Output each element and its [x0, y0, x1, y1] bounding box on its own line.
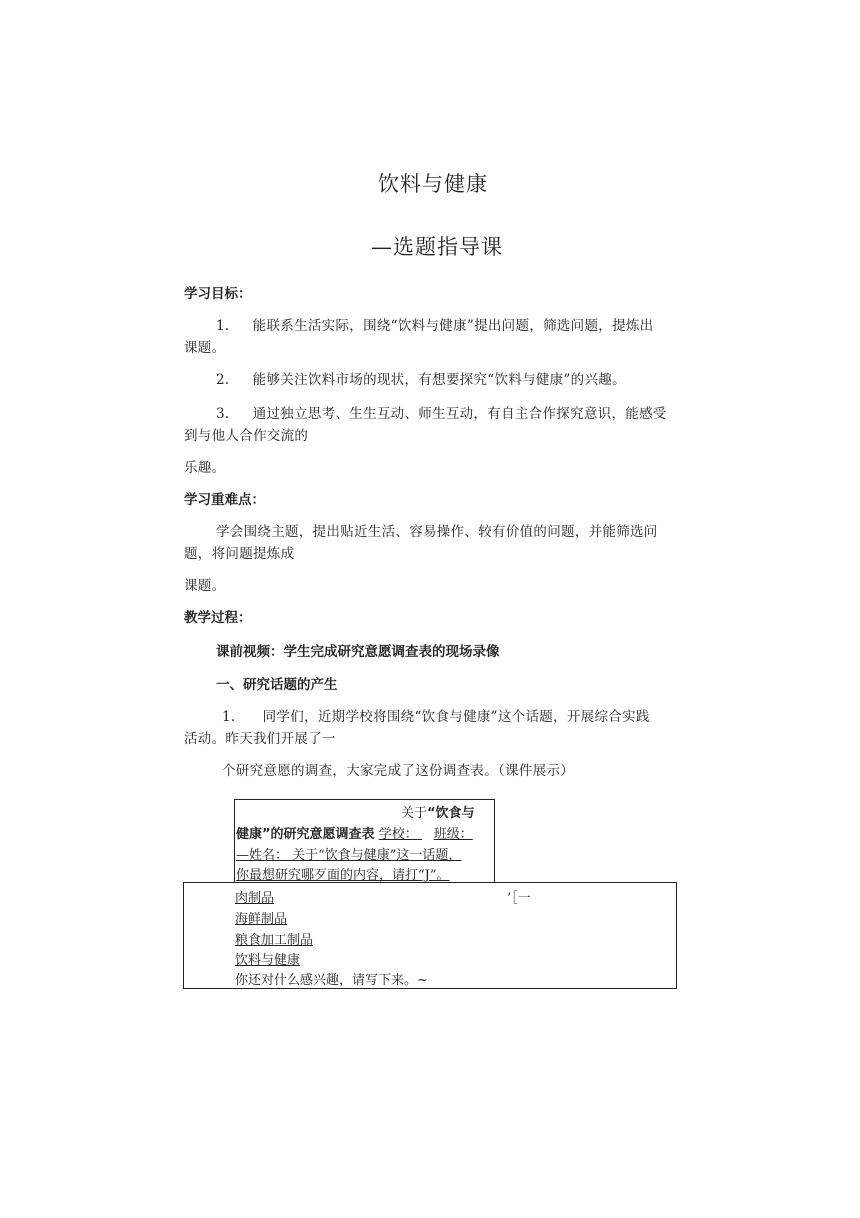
objective-text: 通过独立思考、生生互动、师生互动，有自主合作探究意识，能感受	[252, 406, 667, 422]
objectives-heading: 学习目标：	[184, 286, 252, 302]
process-heading: 教学过程：	[184, 610, 252, 626]
objective-2	[216, 368, 626, 388]
objective-1-cont: 课题。	[184, 340, 226, 356]
objective-3-cont2: 乐趣。	[184, 460, 226, 476]
section-heading: 一、研究话题的产生	[216, 677, 338, 693]
paragraph-text: 同学们，近期学校将围绕“饮食与健康”这个话题，开展综合实践	[262, 709, 650, 725]
survey-option: 肉制品	[235, 891, 275, 906]
survey-header-box	[234, 799, 495, 883]
survey-title-prefix: 关于	[401, 806, 428, 821]
objective-number: 3.	[216, 406, 230, 422]
objective-text: 能联系生活实际，围绕“饮料与健康”提出问题，筛选问题，提炼出	[252, 318, 654, 334]
key-points-line-1: 学会围绕主题，提出贴近生活、容易操作、较有价值的问题，并能筛选问	[216, 524, 658, 540]
paragraph-1	[222, 705, 650, 725]
objective-text: 能够关注饮料市场的现状，有想要探究“饮料与健康”的兴趣。	[252, 372, 626, 388]
survey-options-box	[183, 882, 677, 989]
survey-title-main: 健康”的研究意愿调查表	[236, 827, 375, 842]
key-points-line-2: 题，将问题提炼成	[184, 546, 295, 562]
objective-3	[216, 402, 667, 422]
document-title: 饮料与健康	[378, 172, 488, 196]
survey-instruction-line: 你最想研究哪歹面的内容，请打“J”。	[236, 868, 450, 883]
objective-number: 2.	[216, 372, 230, 388]
pre-class-video: 课前视频：学生完成研究意愿调查表的现场录像	[216, 644, 500, 660]
school-field-label: 学校：	[378, 827, 418, 842]
survey-title-line-2	[236, 823, 473, 842]
paragraph-1-cont: 活动。昨天我们开展了一	[184, 731, 336, 747]
objective-3-cont: 到与他人合作交流的	[184, 428, 309, 444]
option-check-mark: ’［一	[507, 891, 531, 906]
key-points-line-3: 课题。	[184, 578, 226, 594]
objective-1	[216, 314, 653, 334]
objective-number: 1.	[216, 318, 230, 334]
survey-title-bold: “饮食与	[427, 806, 475, 821]
paragraph-number: 1.	[222, 709, 236, 725]
key-points-heading: 学习重难点：	[184, 492, 265, 508]
survey-title-line-1	[401, 802, 475, 821]
survey-option: 海鲜制品	[235, 912, 288, 927]
paragraph-1-cont2: 个研究意愿的调查，大家完成了这份调查表。（课件展示）	[222, 763, 575, 779]
survey-option: 粮食加工制品	[235, 933, 314, 948]
survey-open-question: 你还对什么感兴趣，请写下来。~	[235, 973, 428, 988]
document-subtitle: —选题指导课	[371, 235, 503, 259]
survey-name-line: —姓名： 关于“饮食与健康”这一话题，	[236, 848, 462, 863]
class-field-label: 班级：	[433, 827, 473, 842]
survey-option: 饮料与健康	[235, 953, 301, 968]
